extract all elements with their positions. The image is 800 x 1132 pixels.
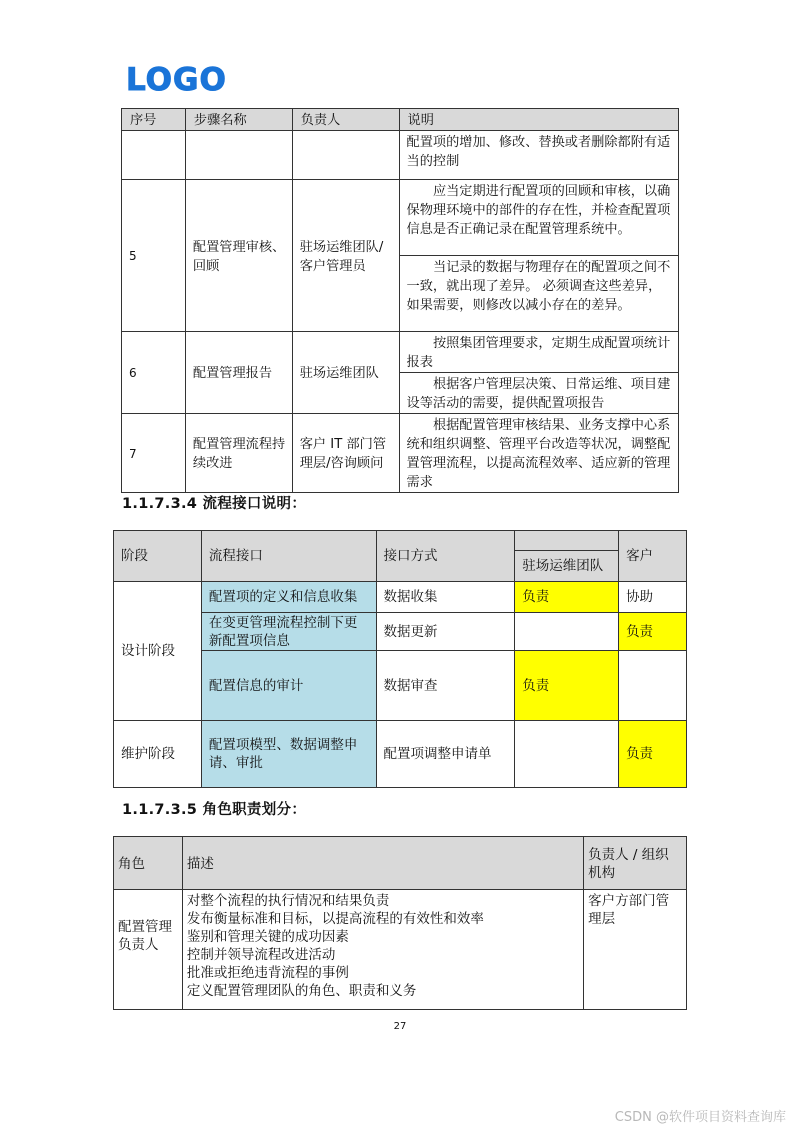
header-interface: 流程接口 (201, 531, 376, 582)
cell-duties (182, 890, 583, 1010)
cell-client: 负责 (619, 721, 687, 788)
table-row (114, 890, 687, 1010)
cell-note: 当记录的数据与物理存在的配置项之间不一致，就出现了差异。 必须调查这些差异，如果需要，则修改以减小存在的差异。 (399, 256, 678, 332)
header-desc: 描述 (182, 837, 583, 890)
cell-interface: 配置项模型、数据调整申请、审批 (201, 721, 376, 788)
cell-owner-org: 客户方部门管理层 (584, 890, 687, 1010)
table-row (122, 180, 679, 256)
cell-team (515, 613, 619, 651)
section-heading-interface: 1.1.7.3.4 流程接口说明： (122, 496, 307, 512)
cell-step-name: 配置管理流程持续改进 (185, 414, 292, 493)
header-owner: 负责人 (292, 109, 399, 131)
cell-seq: 7 (122, 414, 186, 493)
header-owner-org: 负责人 / 组织机构 (584, 837, 687, 890)
cell-note: 根据配置管理审核结果、业务支撑中心系统和组织调整、管理平台改造等状况，调整配置管理流程，以提高流程效率、适应新的管理需求 (399, 414, 678, 493)
cell-owner: 客户 IT 部门管理层/咨询顾问 (292, 414, 399, 493)
watermark: CSDN @软件项目资料查询库 (614, 1110, 786, 1125)
cell-owner: 驻场运维团队/客户管理员 (292, 180, 399, 332)
logo: LOGO (126, 62, 227, 98)
table-row (122, 414, 679, 493)
role-table (113, 836, 687, 1010)
cell-role: 配置管理负责人 (114, 890, 183, 1010)
step-table (121, 108, 679, 493)
cell-seq: 6 (122, 332, 186, 414)
cell-method: 数据更新 (376, 613, 515, 651)
header-step-name: 步骤名称 (185, 109, 292, 131)
interface-table (113, 530, 687, 788)
step-table-header (122, 109, 679, 131)
cell-note: 根据客户管理层决策、日常运维、项目建设等活动的需要，提供配置项报告 (399, 373, 678, 414)
cell-interface: 配置信息的审计 (201, 651, 376, 721)
duty-item: 对整个流程的执行情况和结果负责 (186, 893, 390, 909)
section-heading-roles: 1.1.7.3.5 角色职责划分： (122, 802, 307, 818)
header-description: 说明 (399, 109, 678, 131)
duty-item: 批准或拒绝违背流程的事例 (186, 965, 349, 981)
table-row (122, 332, 679, 373)
cell-stage: 设计阶段 (114, 582, 202, 721)
cell-note: 应当定期进行配置项的回顾和审核，以确保物理环境中的部件的存在性，并检查配置项信息是否正确记录在配置管理系统中。 (399, 180, 678, 256)
cell-interface: 配置项的定义和信息收集 (201, 582, 376, 613)
cell-step-name: 配置管理报告 (185, 332, 292, 414)
cell-stage: 维护阶段 (114, 721, 202, 788)
table-row (114, 582, 687, 613)
duty-item: 控制并领导流程改进活动 (186, 947, 336, 963)
cell-team (515, 721, 619, 788)
cell-client: 负责 (619, 613, 687, 651)
header-method: 接口方式 (376, 531, 515, 582)
table-row (122, 131, 679, 180)
duty-item: 发布衡量标准和目标，以提高流程的有效性和效率 (186, 911, 484, 927)
cell-step-name: 配置管理审核、回顾 (185, 180, 292, 332)
page-number: 27 (393, 1021, 407, 1032)
duty-item: 定义配置管理团队的角色、职责和义务 (186, 983, 417, 999)
cell-seq: 5 (122, 180, 186, 332)
table-row (114, 721, 687, 788)
cell-note: 配置项的增加、修改、替换或者删除都附有适当的控制 (399, 131, 678, 180)
header-stage: 阶段 (114, 531, 202, 582)
cell-interface: 在变更管理流程控制下更新配置项信息 (201, 613, 376, 651)
header-client: 客户 (619, 531, 687, 582)
header-role: 角色 (114, 837, 183, 890)
cell-method: 数据审查 (376, 651, 515, 721)
cell-owner: 驻场运维团队 (292, 332, 399, 414)
cell-client (619, 651, 687, 721)
header-team: 驻场运维团队 (515, 551, 619, 582)
cell-team: 负责 (515, 651, 619, 721)
header-seq: 序号 (122, 109, 186, 131)
cell-client: 协助 (619, 582, 687, 613)
cell-method: 配置项调整申请单 (376, 721, 515, 788)
cell-note: 按照集团管理要求，定期生成配置项统计报表 (399, 332, 678, 373)
cell-method: 数据收集 (376, 582, 515, 613)
duty-item: 鉴别和管理关键的成功因素 (186, 929, 349, 945)
cell-team: 负责 (515, 582, 619, 613)
